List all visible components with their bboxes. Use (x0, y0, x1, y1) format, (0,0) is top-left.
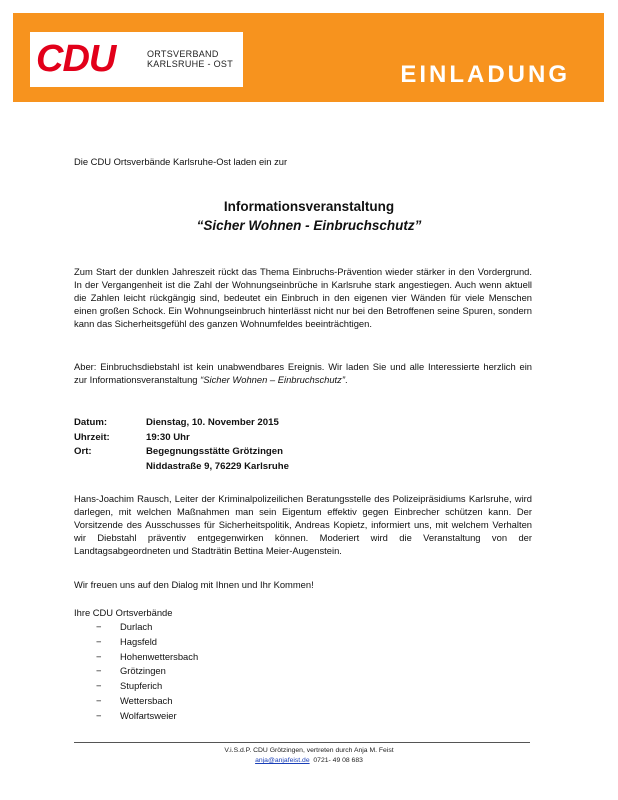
list-item-label: Hagsfeld (120, 635, 158, 647)
date-label: Datum: (74, 417, 108, 428)
list-item (96, 664, 198, 679)
invitation-text: Aber: Einbruchsdiebstahl ist kein unabwendbares Ereignis. Wir laden Sie und alle Interessierte herzlich ein zur Informationsveranstaltung (74, 361, 532, 386)
paragraph-speakers: Hans-Joachim Rausch, Leiter der Kriminalpolizeilichen Beratungsstelle des Polizeipräsidiums Karlsruhe, wird darlegen, mit welchen Maßnahmen man sein Eigentum effektiv gegen Einbrecher schützen kann. Der Vorsitzende des Ausschusses für Sicherheitspolitik, Andreas Kopietz, informiert uns, mit welchem Verhalten wir Diebstahl präventiv entgegenwirken können. Moderiert wird die Veranstaltung von der Landtagsabgeordneten und Stadträtin Bettina Meier-Augenstein. (74, 493, 532, 557)
intro-line: Die CDU Ortsverbände Karlsruhe-Ost laden ein zur (74, 156, 288, 167)
list-dash: − (96, 694, 102, 706)
footer-imprint: V.i.S.d.P. CDU Grötzingen, vertreten durch Anja M. Feist (224, 747, 394, 754)
list-dash: − (96, 665, 102, 677)
list-item (96, 679, 198, 694)
list-item (96, 635, 198, 650)
paragraph-closing: Wir freuen uns auf den Dialog mit Ihnen und Ihr Kommen! (74, 579, 314, 590)
list-item-label: Stupferich (120, 680, 163, 692)
ortsverbaende-list (96, 620, 198, 724)
detail-row-time (74, 431, 289, 446)
signature-greeting: Ihre CDU Ortsverbände (74, 607, 173, 618)
list-item (96, 709, 198, 724)
header-title: EINLADUNG (400, 61, 570, 88)
list-item-label: Durlach (120, 621, 153, 632)
list-item (96, 694, 198, 709)
paragraph-intro: Zum Start der dunklen Jahreszeit rückt das Thema Einbruchs-Prävention wieder stärker in den Vordergrund. In der Vergangenheit ist die Zahl der Wohnungseinbrüche in Karlsruhe stark angestiegen. Auch wenn aktuell die Zahlen leicht rückgängig sind, bedeutet ein Einbruch in den eigenen vier Wänden für viele Menschen einen großen Schock. Ein Wohnungseinbruch hinterlässt nicht nur bei den Betroffenen seine Spuren, sondern kann das Sicherheitsgefühl des ganzen Wohnumfeldes beeinträchtigen. (74, 266, 532, 330)
event-details (74, 416, 289, 474)
time-value: 19:30 Uhr (146, 431, 190, 443)
list-item-label: Wolfartsweier (120, 709, 177, 721)
paragraph-invitation (74, 360, 532, 386)
logo-wordmark: CDU (36, 38, 116, 80)
list-item-label: Grötzingen (120, 665, 166, 677)
event-title: Informationsveranstaltung (223, 199, 395, 214)
event-subtitle: “Sicher Wohnen - Einbruchschutz” (196, 218, 422, 233)
list-item (96, 620, 198, 635)
list-dash: − (96, 621, 102, 632)
list-dash: − (96, 709, 102, 721)
detail-row-place (74, 445, 289, 460)
phone-number: 0721- 49 08 683 (313, 757, 363, 764)
list-dash: − (96, 650, 102, 662)
list-item-label: Hohenwettersbach (120, 650, 199, 662)
detail-row-date (74, 416, 289, 431)
header-banner (13, 13, 604, 102)
date-value: Dienstag, 10. November 2015 (146, 417, 279, 428)
email-link[interactable]: anja@anjafeist.de (255, 757, 310, 764)
footer-contact (0, 756, 618, 766)
logo-subtitle-line2: KARLSRUHE - OST (147, 59, 234, 69)
time-label: Uhrzeit: (74, 431, 110, 443)
place-value: Begegnungsstätte Grötzingen (146, 446, 283, 457)
list-item-label: Wettersbach (120, 694, 173, 706)
list-dash: − (96, 680, 102, 692)
list-dash: − (96, 635, 102, 647)
detail-row-address (74, 460, 289, 475)
invitation-event-name: “Sicher Wohnen – Einbruchschutz” (200, 374, 345, 386)
footer-divider (74, 742, 530, 743)
logo-subtitle-line1: ORTSVERBAND (147, 49, 219, 59)
cdu-logo (30, 32, 243, 87)
list-item (96, 650, 198, 665)
place-label: Ort: (74, 446, 92, 457)
address-value: Niddastraße 9, 76229 Karlsruhe (146, 460, 289, 472)
invitation-period: . (344, 374, 348, 386)
